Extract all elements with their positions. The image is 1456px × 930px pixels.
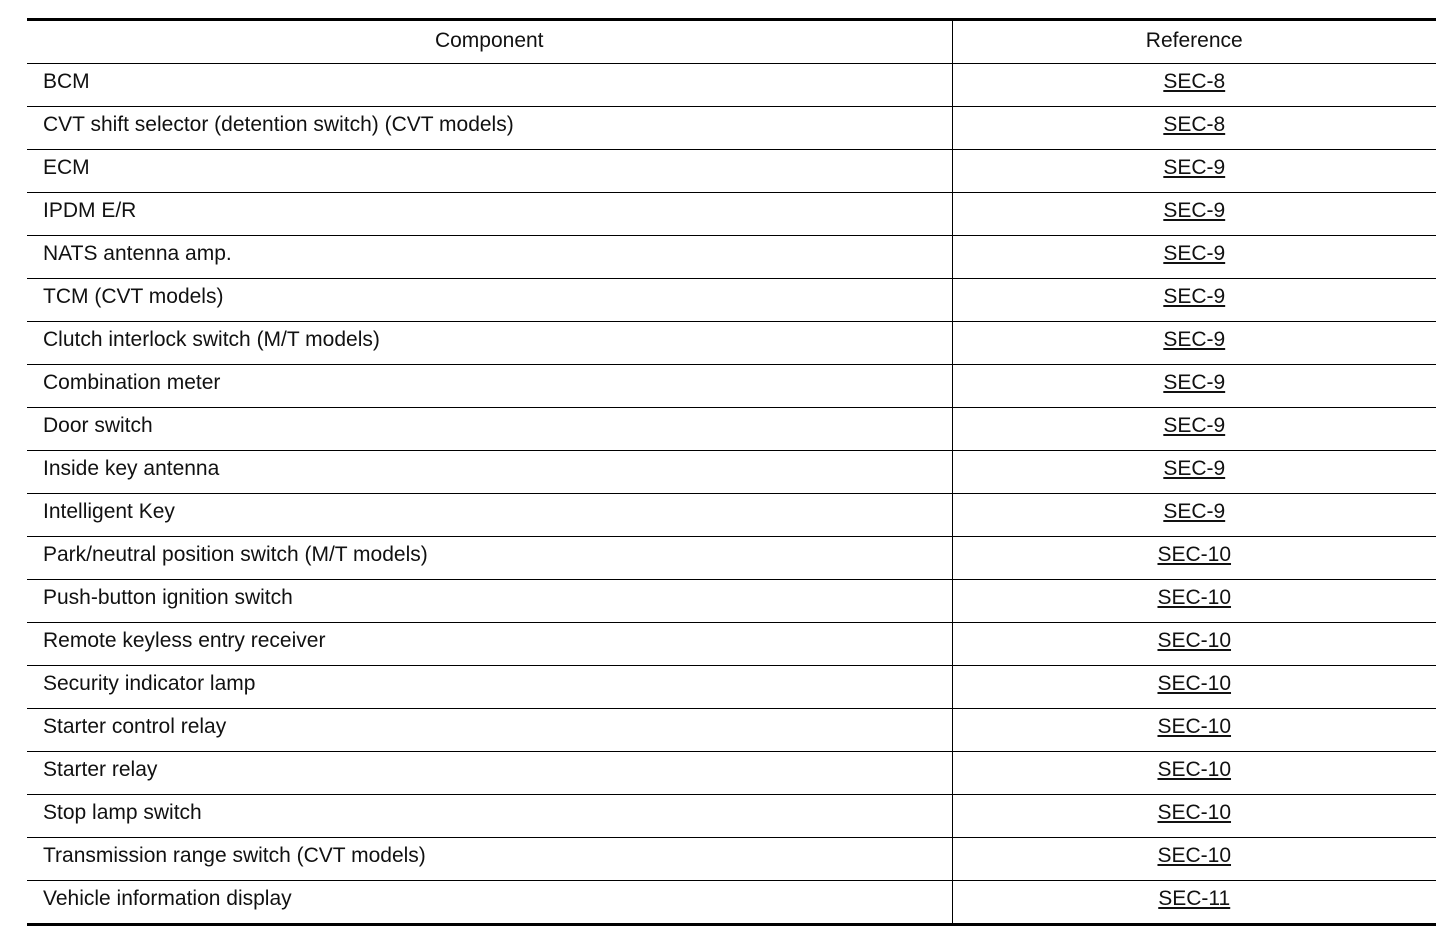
reference-link[interactable]: SEC-9 (1163, 371, 1226, 394)
reference-link[interactable]: SEC-10 (1157, 758, 1232, 781)
reference-cell (952, 193, 1436, 236)
table-row (27, 322, 1436, 365)
reference-cell (952, 64, 1436, 107)
table-row (27, 107, 1436, 150)
reference-cell (952, 279, 1436, 322)
reference-cell (952, 752, 1436, 795)
reference-cell (952, 494, 1436, 537)
column-header-reference: Reference (952, 20, 1436, 64)
component-cell: NATS antenna amp. (27, 236, 952, 279)
reference-link[interactable]: SEC-11 (1158, 887, 1231, 910)
reference-cell (952, 838, 1436, 881)
table-row (27, 795, 1436, 838)
reference-link[interactable]: SEC-9 (1163, 156, 1226, 179)
reference-link[interactable]: SEC-10 (1157, 543, 1232, 566)
reference-link[interactable]: SEC-10 (1157, 586, 1232, 609)
table-row (27, 408, 1436, 451)
table-row (27, 709, 1436, 752)
component-cell: Intelligent Key (27, 494, 952, 537)
reference-cell (952, 408, 1436, 451)
reference-cell (952, 365, 1436, 408)
reference-link[interactable]: SEC-8 (1163, 113, 1226, 136)
table-row (27, 666, 1436, 709)
reference-link[interactable]: SEC-8 (1163, 70, 1226, 93)
reference-link[interactable]: SEC-10 (1157, 629, 1232, 652)
table-header-row (27, 20, 1436, 64)
table-row (27, 838, 1436, 881)
component-cell: Park/neutral position switch (M/T models) (27, 537, 952, 580)
table-row (27, 150, 1436, 193)
component-cell: Transmission range switch (CVT models) (27, 838, 952, 881)
reference-link[interactable]: SEC-10 (1157, 801, 1232, 824)
component-cell: Push-button ignition switch (27, 580, 952, 623)
component-cell: Security indicator lamp (27, 666, 952, 709)
reference-cell (952, 451, 1436, 494)
reference-cell (952, 322, 1436, 365)
reference-cell (952, 795, 1436, 838)
component-cell: BCM (27, 64, 952, 107)
reference-cell (952, 881, 1436, 925)
component-cell: Inside key antenna (27, 451, 952, 494)
table-row (27, 494, 1436, 537)
reference-link[interactable]: SEC-9 (1163, 457, 1226, 480)
reference-link[interactable]: SEC-9 (1163, 242, 1226, 265)
reference-link[interactable]: SEC-9 (1163, 500, 1226, 523)
component-cell: Remote keyless entry receiver (27, 623, 952, 666)
column-header-component: Component (27, 20, 952, 64)
table-row (27, 236, 1436, 279)
reference-link[interactable]: SEC-10 (1157, 715, 1232, 738)
component-cell: Combination meter (27, 365, 952, 408)
table-row (27, 365, 1436, 408)
table-row (27, 451, 1436, 494)
component-cell: Door switch (27, 408, 952, 451)
component-cell: Starter relay (27, 752, 952, 795)
reference-link[interactable]: SEC-9 (1163, 199, 1226, 222)
reference-link[interactable]: SEC-10 (1157, 672, 1232, 695)
reference-cell (952, 107, 1436, 150)
table-body (27, 64, 1436, 925)
component-cell: TCM (CVT models) (27, 279, 952, 322)
reference-cell (952, 236, 1436, 279)
table-row (27, 580, 1436, 623)
table-row (27, 537, 1436, 580)
reference-link[interactable]: SEC-9 (1163, 285, 1226, 308)
reference-link[interactable]: SEC-9 (1163, 328, 1226, 351)
table-row (27, 279, 1436, 322)
reference-link[interactable]: SEC-10 (1157, 844, 1232, 867)
reference-cell (952, 623, 1436, 666)
component-cell: Starter control relay (27, 709, 952, 752)
component-cell: CVT shift selector (detention switch) (CVT models) (27, 107, 952, 150)
reference-cell (952, 150, 1436, 193)
reference-cell (952, 580, 1436, 623)
component-reference-table (27, 18, 1436, 926)
component-cell: Vehicle information display (27, 881, 952, 925)
component-cell: ECM (27, 150, 952, 193)
reference-cell (952, 537, 1436, 580)
component-cell: Stop lamp switch (27, 795, 952, 838)
table-row (27, 193, 1436, 236)
reference-link[interactable]: SEC-9 (1163, 414, 1226, 437)
component-cell: IPDM E/R (27, 193, 952, 236)
table-row (27, 64, 1436, 107)
table-row (27, 752, 1436, 795)
component-cell: Clutch interlock switch (M/T models) (27, 322, 952, 365)
reference-cell (952, 666, 1436, 709)
reference-cell (952, 709, 1436, 752)
table-row (27, 623, 1436, 666)
table-row (27, 881, 1436, 925)
